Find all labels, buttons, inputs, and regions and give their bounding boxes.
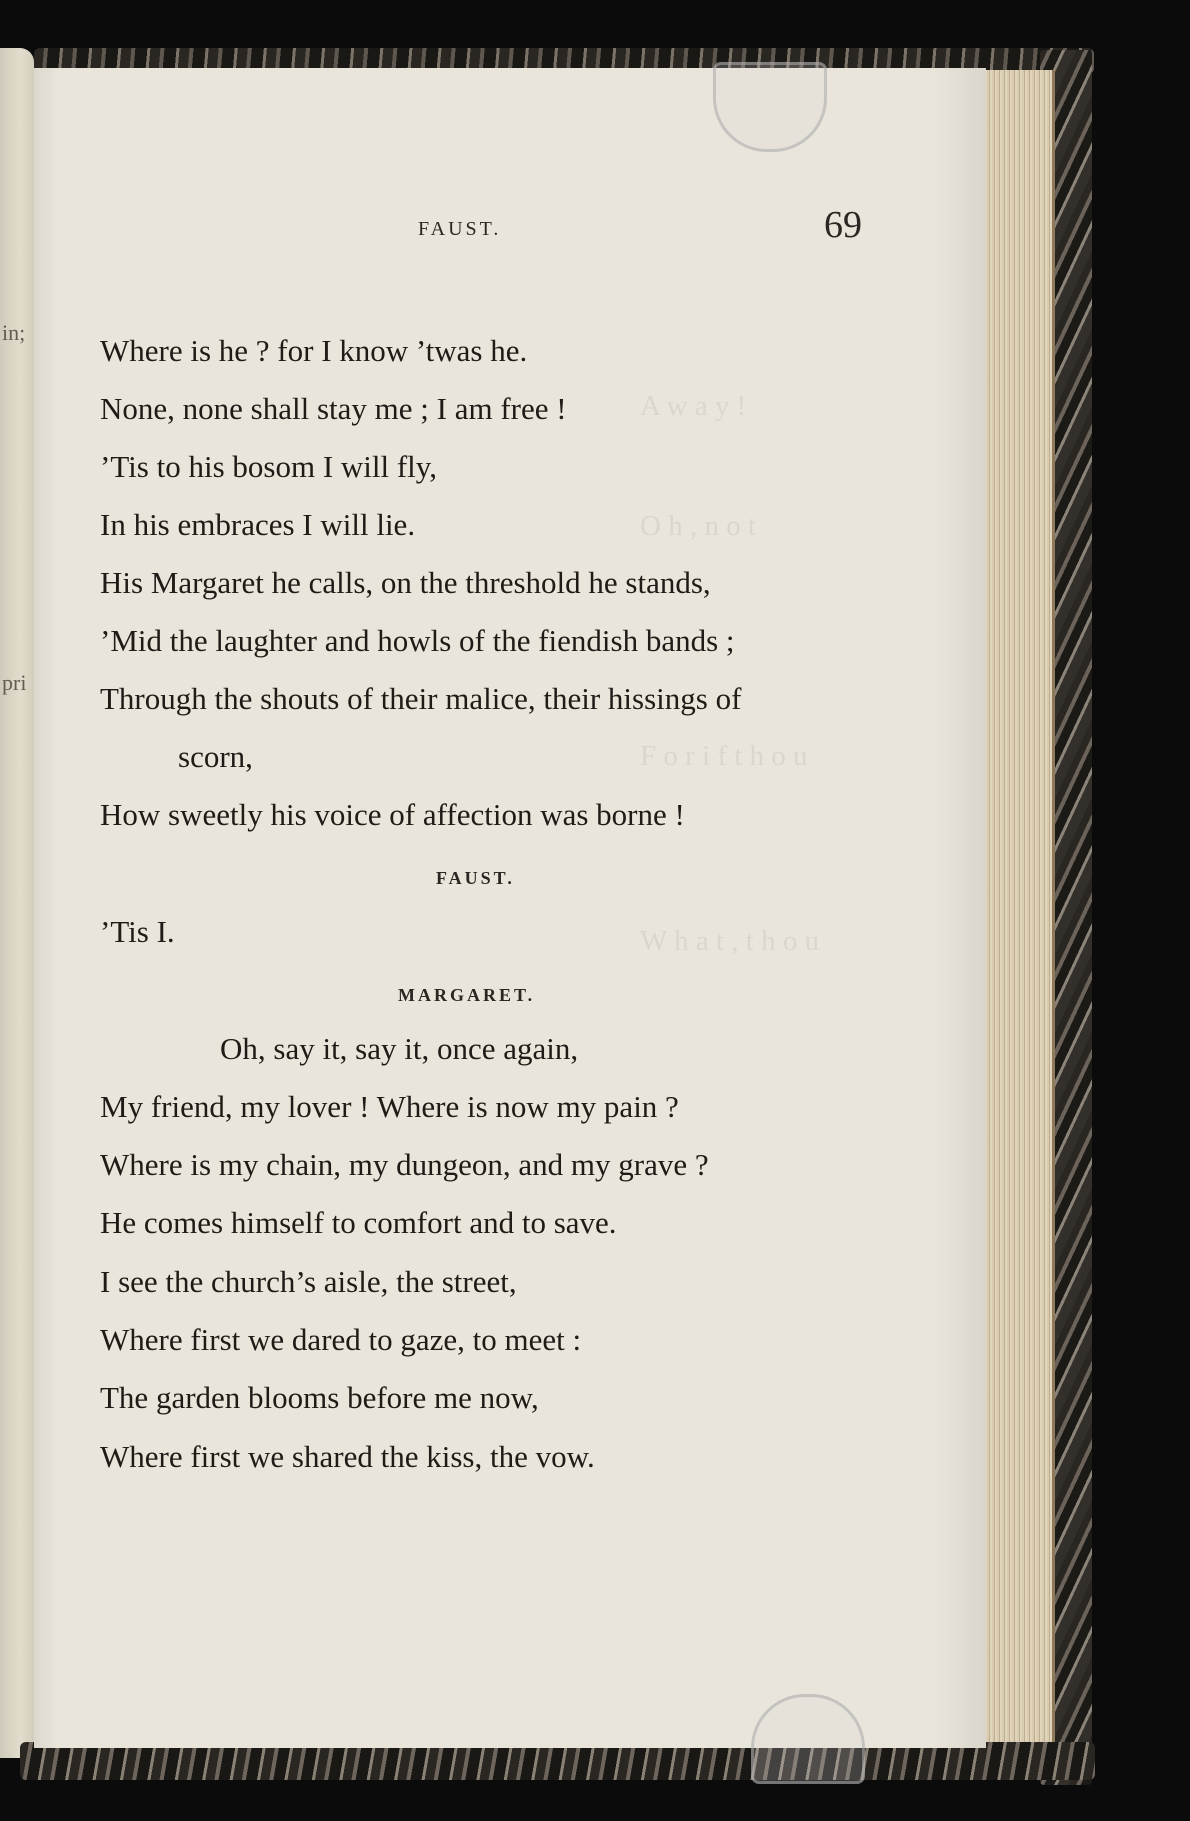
running-title: FAUST. [418,218,502,240]
facing-page-fragment: pri [2,670,27,695]
verse-line: ’Mid the laughter and howls of the fiendish bands ; [100,623,735,658]
verse-line: In his embraces I will lie. [100,507,416,542]
verse-line: My friend, my lover ! Where is now my pain ? [100,1089,679,1124]
speaker-heading: MARGARET. [398,985,536,1005]
speaker-heading: FAUST. [436,868,515,888]
book-page [34,68,986,1748]
verse-line: Where is he ? for I know ’twas he. [100,333,528,368]
page-number: 69 [824,204,862,246]
page-block-edges [982,70,1055,1750]
verse-line: Where is my chain, my dungeon, and my grave ? [100,1147,709,1182]
verse-line: Where first we shared the kiss, the vow. [100,1439,595,1474]
verse-line: I see the church’s aisle, the street, [100,1264,517,1299]
show-through: O h , n o t [640,510,756,542]
verse-line: Where first we dared to gaze, to meet : [100,1322,582,1357]
verse-line: How sweetly his voice of affection was borne ! [100,797,685,832]
verse-line: He comes himself to comfort and to save. [100,1205,617,1240]
facing-page-fragment: in; [2,320,26,345]
verse-line: Through the shouts of their malice, their hissings of [100,681,742,716]
verse-line: The garden blooms before me now, [100,1380,539,1415]
verse-line: None, none shall stay me ; I am free ! [100,391,567,426]
show-through: A w a y ! [640,390,747,422]
facing-page-edge [0,48,34,1758]
show-through: F o r i f t h o u [640,740,808,772]
show-through: W h a t , t h o u [640,925,820,957]
verse-line: Oh, say it, say it, once again, [220,1031,579,1066]
verse-line-turnover: scorn, [178,739,253,774]
verse-line: His Margaret he calls, on the threshold he stands, [100,565,711,600]
verse-line: ’Tis to his bosom I will fly, [100,449,438,484]
verse-line: ’Tis I. [100,914,175,949]
